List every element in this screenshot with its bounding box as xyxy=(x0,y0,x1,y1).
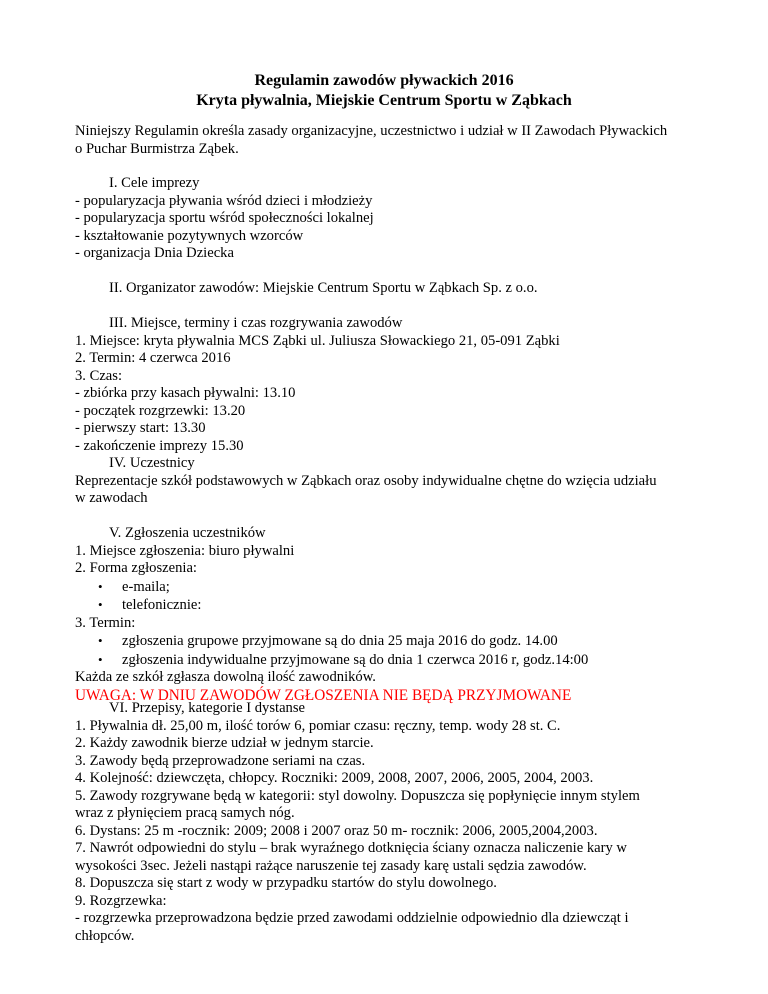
list-item: - kształtowanie pozytywnych wzorców xyxy=(75,227,304,244)
section-heading: VI. Przepisy, kategorie I dystanse xyxy=(109,700,306,716)
bullet-item xyxy=(75,632,715,651)
rule-line: 2. Każdy zawodnik bierze udział w jednym starcie. xyxy=(75,735,374,751)
bullet-icon: • xyxy=(98,578,103,594)
rule-line: - rozgrzewka przeprowadzona będzie przed zawodami oddzielnie odpowiednio dla dziewcząt i xyxy=(75,910,629,926)
rule-line: 1. Pływalnia dł. 25,00 m, ilość torów 6, pomiar czasu: ręczny, temp. wody 28 st. C. xyxy=(75,717,561,734)
rule-line: 6. Dystans: 25 m -rocznik: 2009; 2008 i 2007 oraz 50 m- rocznik: 2006, 2005,2004,2003. xyxy=(75,822,598,839)
bullet-icon: • xyxy=(98,633,103,648)
list-item: - pierwszy start: 13.30 xyxy=(75,420,206,436)
section-heading: IV. Uczestnicy xyxy=(109,455,195,471)
bullet-icon: • xyxy=(98,651,103,667)
rule-line: 8. Dopuszcza się start z wody w przypadku startów do stylu dowolnego. xyxy=(75,875,497,891)
section-heading: III. Miejsce, terminy i czas rozgrywania zawodów xyxy=(109,315,403,331)
bullet-text: zgłoszenia indywidualne przyjmowane są do dnia 1 czerwca 2016 r, godz.14:00 xyxy=(122,651,589,668)
section-heading: V. Zgłoszenia uczestników xyxy=(109,525,266,541)
rule-line: wraz z płynięciem pracą samych nóg. xyxy=(75,805,295,821)
list-item: - początek rozgrzewki: 13.20 xyxy=(75,402,246,419)
list-item: 1. Miejsce zgłoszenia: biuro pływalni xyxy=(75,542,295,559)
note-line: Każda ze szkół zgłasza dowolną ilość zawodników. xyxy=(75,669,376,685)
rule-line: 7. Nawrót odpowiedni do stylu – brak wyraźnego dotknięcia ściany oznacza naliczenie kary w xyxy=(75,840,627,856)
section-heading: II. Organizator zawodów: Miejskie Centrum Sportu w Ząbkach Sp. z o.o. xyxy=(109,280,538,296)
warning-text: UWAGA: W DNIU ZAWODÓW ZGŁOSZENIA NIE BĘDĄ PRZYJMOWANE xyxy=(75,686,572,704)
section-organizer xyxy=(75,280,715,298)
document-subtitle: Kryta pływalnia, Miejskie Centrum Sportu w Ząbkach xyxy=(196,92,572,109)
list-item: 2. Termin: 4 czerwca 2016 xyxy=(75,350,231,366)
bullet-item xyxy=(75,651,715,670)
rule-line: wysokości 3sec. Jeżeli nastąpi rażące naruszenie tej zasady karę ustali sędzia zawodów. xyxy=(75,857,587,874)
bullet-text: e-maila; xyxy=(122,578,170,595)
section-place-time xyxy=(75,315,715,455)
rule-line: 4. Kolejność: dziewczęta, chłopcy. Roczniki: 2009, 2008, 2007, 2006, 2005, 2004, 2003. xyxy=(75,770,594,786)
list-item: - zakończenie imprezy 15.30 xyxy=(75,437,244,454)
paragraph-line: Reprezentacje szkół podstawowych w Ząbkach oraz osoby indywidualne chętne do wzięcia udziału xyxy=(75,472,657,489)
rule-line: 5. Zawody rozgrywane będą w kategorii: styl dowolny. Dopuszcza się popłynięcie innym stylem xyxy=(75,787,640,804)
section-goals xyxy=(75,175,715,263)
rule-line: chłopców. xyxy=(75,927,135,944)
list-item: 3. Czas: xyxy=(75,367,123,384)
list-item: - organizacja Dnia Dziecka xyxy=(75,245,234,261)
bullet-text: telefonicznie: xyxy=(122,597,202,613)
list-item: 2. Forma zgłoszenia: xyxy=(75,560,197,576)
list-item: - popularyzacja sportu wśród społeczności lokalnej xyxy=(75,210,374,226)
section-participants xyxy=(75,455,715,508)
list-item: 1. Miejsce: kryta pływalnia MCS Ząbki ul. Juliusza Słowackiego 21, 05-091 Ząbki xyxy=(75,332,560,349)
list-item: - zbiórka przy kasach pływalni: 13.10 xyxy=(75,385,296,401)
intro-line: o Puchar Burmistrza Ząbek. xyxy=(75,140,239,157)
bullet-item xyxy=(75,578,715,597)
document-title: Regulamin zawodów pływackich 2016 xyxy=(254,72,514,89)
list-item: - popularyzacja pływania wśród dzieci i młodzieży xyxy=(75,192,373,209)
title-block xyxy=(0,71,768,111)
list-item: 3. Termin: xyxy=(75,614,136,631)
rule-line: 3. Zawody będą przeprowadzone seriami na czas. xyxy=(75,752,366,769)
intro-paragraph xyxy=(75,123,715,158)
section-heading: I. Cele imprezy xyxy=(109,175,200,191)
paragraph-line: w zawodach xyxy=(75,490,148,506)
rule-line: 9. Rozgrzewka: xyxy=(75,892,167,909)
bullet-icon: • xyxy=(98,597,103,612)
section-registration xyxy=(75,525,715,704)
section-rules xyxy=(75,700,715,945)
bullet-text: zgłoszenia grupowe przyjmowane są do dnia 25 maja 2016 do godz. 14.00 xyxy=(122,633,558,649)
intro-line: Niniejszy Regulamin określa zasady organizacyjne, uczestnictwo i udział w II Zawodach Pływackich xyxy=(75,123,668,139)
bullet-item xyxy=(75,596,715,615)
